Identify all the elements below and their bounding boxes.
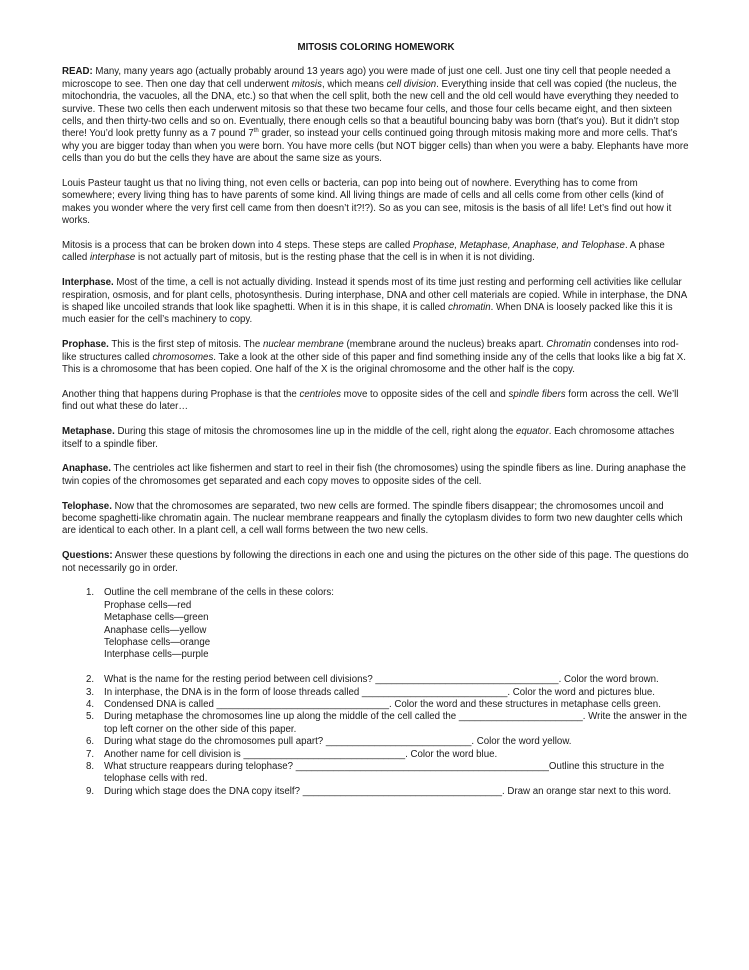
question-number: 2. <box>86 674 95 686</box>
telophase-paragraph <box>62 501 690 538</box>
question-text: What is the name for the resting period between cell divisions? __________________________________. Color the word brown. <box>104 674 659 686</box>
question-number: 4. <box>86 698 95 710</box>
questions-intro <box>62 550 690 575</box>
term-chromosomes: chromosomes <box>152 351 214 363</box>
read-text-3: . Everything inside that cell was copied (the nucleus, the mitochondria, the vacuoles, all the DNA, etc.) so that when the cell split, both the new cell and the old cell would have everything they needed to survive. These two cells then each underwent mitosis so that these two became four cells, and those four cells became eight, and then sixteen cells, and then thirty-two cells and so on. Eventually, there enough cells so that a beautiful bouncing baby was born (that’s you). But it didn’t stop there! You’d look pretty funny as a 7 pound 7 <box>62 78 680 140</box>
questions-label: Questions: <box>62 550 113 562</box>
anaphase-text: The centrioles act like fishermen and start to reel in their fish (the chromosomes) using the spindle fibers as line. During anaphase the twin copies of the chromosomes get separated and each copy moves to opposite sides of the cell. <box>62 463 686 487</box>
question-number: 5. <box>86 711 95 723</box>
ordinal-suffix: th <box>253 128 259 135</box>
read-text-1: Many, many years ago (actually probably around 13 years ago) you were made of just one cell. Just one tiny cell that people needed a microscope to see. Then one day that cell underwent <box>62 66 671 90</box>
prophase-text-1: This is the first step of mitosis. The <box>108 339 264 351</box>
prophase-label: Prophase. <box>62 339 109 351</box>
prophase-text-3: condenses into rod-like structures called <box>62 339 679 363</box>
telophase-text: Now that the chromosomes are separated, two new cells are formed. The spindle fibers disappear; the chromosomes uncoil and become spaghetti-like chromatin again. The nuclear membrane reappears and finally the cytoplasm divides to form two new daughter cells which are identical to each other. In a plant cell, a cell wall forms between the two new cells. <box>62 500 683 537</box>
term-equator: equator <box>515 426 549 438</box>
term-phases: Prophase, Metaphase, Anaphase, and Telophase <box>412 240 625 252</box>
question-list <box>62 587 690 798</box>
term-mitosis: mitosis <box>291 78 322 90</box>
question-text: What structure reappears during telophase? _______________________________________________Outline this structure in the telophase cells with red. <box>104 760 665 785</box>
prophase-text-4: . Take a look at the other side of this paper and find something inside any of the cells that looks like a big fat X. This is a chromosome that has been copied. One half of the X is the original chromosome and the other half is the copy. <box>62 351 686 376</box>
question-1 <box>62 587 690 661</box>
metaphase-paragraph <box>62 426 690 451</box>
prophase-paragraph <box>62 339 690 376</box>
term-nuclear-membrane: nuclear membrane <box>263 339 344 351</box>
question-number: 3. <box>86 686 95 698</box>
metaphase-text-1: During this stage of mitosis the chromosomes line up in the middle of the cell, right along the <box>114 426 516 438</box>
question-3 <box>62 687 690 699</box>
question-9 <box>62 786 690 798</box>
page-title: MITOSIS COLORING HOMEWORK <box>297 42 455 53</box>
interphase-text-1: Most of the time, a cell is not actually dividing. Instead it spends most of its time just resting and performing cell activities like cellular respiration, osmosis, and for plant cells, photosynthesis. During interphase, DNA and other cell materials are copied. While in interphase, the DNA is shaped like uncoiled strands that look like spaghetti. When it is in this shape, it is called <box>62 277 687 314</box>
question-text: In interphase, the DNA is in the form of loose threads called ___________________________. Color the word and pictures blue. <box>104 686 655 698</box>
question-number: 9. <box>86 785 95 797</box>
question-text: During metaphase the chromosomes line up along the middle of the cell called the _______________________. Write the answer in the top left corner on the other side of this paper. <box>104 711 688 735</box>
question-number: 1. <box>86 587 95 599</box>
question-2 <box>62 674 690 686</box>
centrioles-paragraph <box>62 389 690 414</box>
another-text-3: form across the cell. We’ll find out what these do later… <box>62 388 679 413</box>
question-text: Another name for cell division is ______________________________. Color the word blue. <box>104 748 498 760</box>
color-instruction: Prophase cells—red <box>104 599 192 611</box>
metaphase-label: Metaphase. <box>62 426 115 438</box>
pasteur-paragraph: Louis Pasteur taught us that no living thing, not even cells or bacteria, can pop into being out of nowhere. Everything has to come from somewhere; every living thing has to have parents of some kind. All living things are made of cells and all cells come from other cells (kind of makes you wonder where the very first cell came from then doesn’t it?!?). So as you can see, mitosis is the basis of all life! Let’s find out how it works. <box>62 178 672 227</box>
another-text-2: move to opposite sides of the cell and <box>340 388 509 400</box>
term-chromatin: chromatin <box>448 302 491 314</box>
steps-text-3: is not actually part of mitosis, but is the resting phase that the cell is in when it is not dividing. <box>135 252 535 264</box>
anaphase-label: Anaphase. <box>62 463 111 475</box>
term-spindle-fibers: spindle fibers <box>508 388 566 400</box>
worksheet-page <box>62 42 690 798</box>
color-instruction: Metaphase cells—green <box>104 612 209 624</box>
term-cell-division: cell division <box>386 78 437 90</box>
color-instruction: Telophase cells—orange <box>104 636 211 648</box>
color-instruction: Anaphase cells—yellow <box>104 624 207 636</box>
question-number: 8. <box>86 760 95 772</box>
interphase-paragraph <box>62 277 690 327</box>
question-number: 7. <box>86 748 95 760</box>
anaphase-paragraph <box>62 463 690 488</box>
questions-text: Answer these questions by following the directions in each one and using the pictures on the other side of this page. The questions do not necessarily go in order. <box>62 550 689 574</box>
prophase-text-2: (membrane around the nucleus) breaks apart. <box>343 339 547 351</box>
question-text: During what stage do the chromosomes pull apart? ___________________________. Color the word yellow. <box>104 736 572 748</box>
question-text: During which stage does the DNA copy itself? _____________________________________. Draw an orange star next to this word. <box>104 785 672 797</box>
term-interphase: interphase <box>90 252 136 264</box>
read-label: READ: <box>62 66 93 78</box>
steps-text-2: . A phase called <box>62 240 665 264</box>
question-number: 6. <box>86 736 95 748</box>
question-7 <box>62 749 690 761</box>
question-5 <box>62 711 690 736</box>
question-text: Condensed DNA is called ________________________________. Color the word and these structures in metaphase cells green. <box>104 698 661 710</box>
interphase-label: Interphase. <box>62 277 114 289</box>
steps-paragraph <box>62 240 690 265</box>
another-text-1: Another thing that happens during Prophase is that the <box>62 388 300 400</box>
color-instruction: Interphase cells—purple <box>104 649 209 661</box>
telophase-label: Telophase. <box>62 500 112 512</box>
term-centrioles: centrioles <box>299 388 341 400</box>
term-chromatin-2: Chromatin <box>546 339 591 351</box>
question-8 <box>62 761 690 786</box>
question-6 <box>62 736 690 748</box>
metaphase-text-2: . Each chromosome attaches itself to a spindle fiber. <box>62 426 675 450</box>
question-4 <box>62 699 690 711</box>
read-text-2: , which means <box>321 78 387 90</box>
read-paragraph <box>62 66 690 165</box>
question-text: Outline the cell membrane of the cells in these colors: <box>104 587 334 599</box>
interphase-text-2: . When DNA is loosely packed like this it is much easier for the cell’s machinery to copy. <box>62 302 673 326</box>
steps-text-1: Mitosis is a process that can be broken down into 4 steps. These steps are called <box>62 240 413 252</box>
read-text-4: grader, so instead your cells continued going through mitosis making more and more cells. That’s why you are bigger today than when you were born. You have more cells (but NOT bigger cells) than when you were a baby. Elephants have more cells than you do but the cells they have are about the same size as yours. <box>62 128 689 165</box>
